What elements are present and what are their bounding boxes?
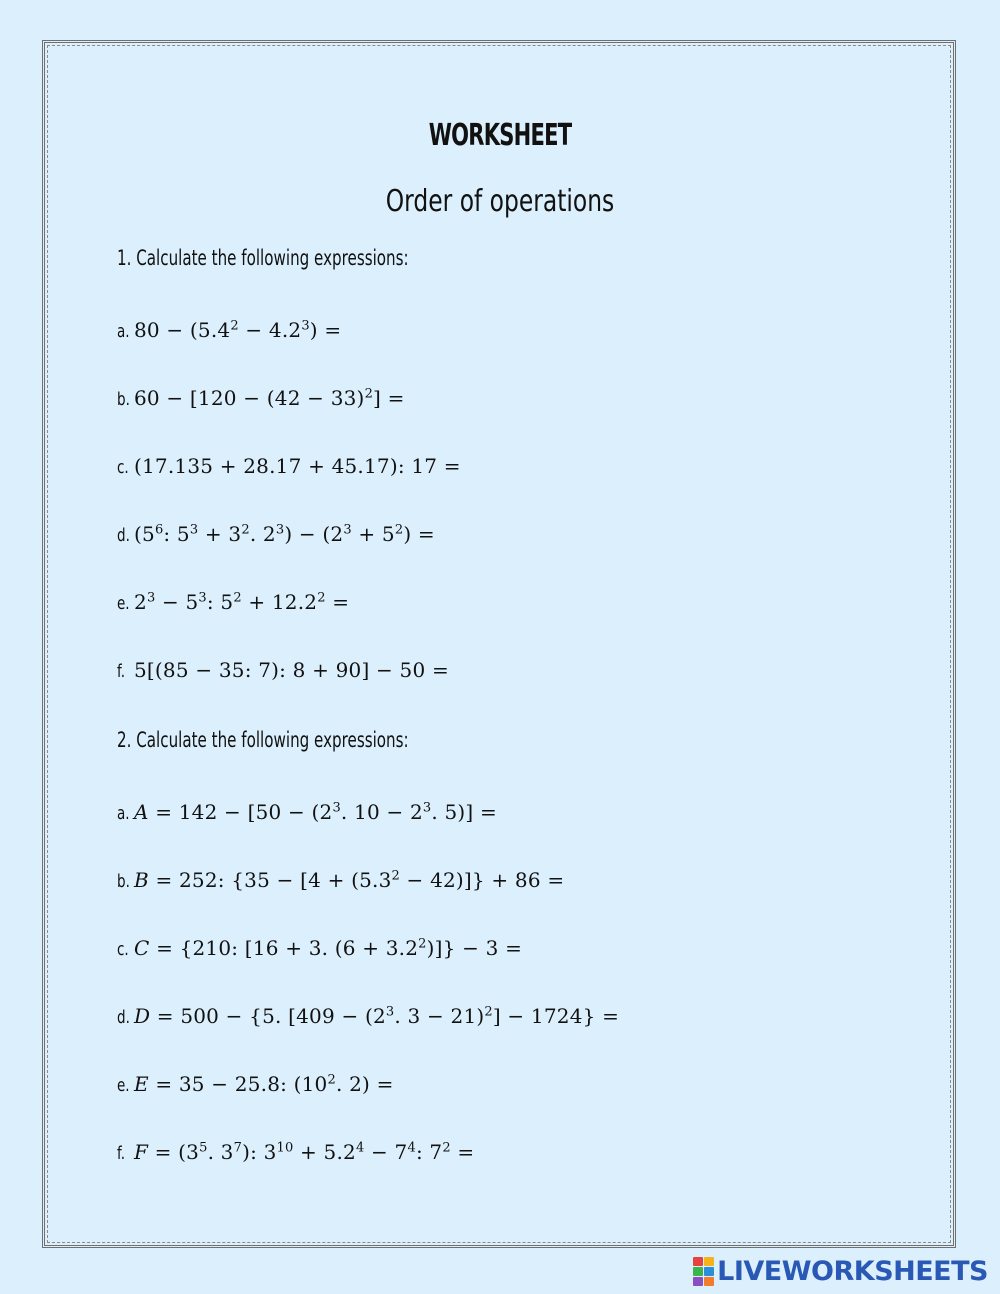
- exercise-expression: $60 - [120 - (42 - 33)^2]$ =: [134, 386, 405, 410]
- logo-square: [704, 1257, 714, 1266]
- exercise-expression: $2^3 - 5^3$: $5^2 + 12.2^2$ =: [134, 590, 350, 614]
- exercise-expression: ($5^6$: $5^3 + 3^2$. $2^3) - (2^3 + 5^2)$ =: [134, 522, 435, 546]
- logo-square: [693, 1277, 703, 1286]
- exercise-item: [117, 522, 435, 546]
- exercise-label: a.: [117, 321, 130, 342]
- exercise-expression: $F = (3^5$. $3^7$): $3^{10} + 5.2^4 - 7^4$: $7^2$ =: [134, 1140, 475, 1164]
- exercise-label: f.: [117, 661, 126, 682]
- exercise-label: b.: [117, 871, 130, 892]
- logo-icon: [693, 1257, 713, 1285]
- exercise-item: [117, 800, 497, 824]
- exercise-label: e.: [117, 593, 130, 614]
- exercise-item: [117, 454, 461, 478]
- exercise-label: c.: [117, 939, 129, 960]
- exercise-item: [117, 590, 349, 614]
- exercise-expression: 5[(85 − 35: 7): 8 + 90] − 50 =: [134, 658, 449, 682]
- exercise-label: f.: [117, 1143, 126, 1164]
- exercise-expression: D = 500 − {5. [$409 - (2^3$. 3 − 21)$^2$] − 1724} =: [134, 1004, 620, 1028]
- section-heading-2: 2. Calculate the following expressions:: [117, 728, 409, 752]
- exercise-label: e.: [117, 1075, 130, 1096]
- logo-square: [693, 1267, 703, 1276]
- exercise-item: [117, 936, 522, 960]
- exercise-item: [117, 386, 405, 410]
- logo-square: [704, 1267, 714, 1276]
- exercise-label: c.: [117, 457, 129, 478]
- liveworksheets-logo: [693, 1254, 988, 1288]
- exercise-item: [117, 658, 449, 682]
- exercise-item: [117, 1072, 394, 1096]
- exercise-label: b.: [117, 389, 130, 410]
- exercise-item: [117, 1140, 474, 1164]
- logo-text: LIVEWORKSHEETS: [717, 1255, 988, 1287]
- exercise-label: d.: [117, 1007, 130, 1028]
- worksheet-title: WORKSHEET: [428, 118, 572, 153]
- worksheet-subtitle: Order of operations: [385, 184, 615, 219]
- exercise-expression: E = 35 − 25.8: ($10^2$. 2) =: [134, 1072, 394, 1096]
- exercise-expression: B = 252: $\{35 - [4 + (5.3^2 - 42)]\} + 86$ =: [134, 868, 565, 892]
- page-border: [42, 40, 956, 1248]
- exercise-label: d.: [117, 525, 130, 546]
- section-heading-1: 1. Calculate the following expressions:: [117, 246, 409, 270]
- exercise-expression: C = {210: [16 + 3. $(6 + 3.2^2)]\} - 3$ =: [134, 936, 523, 960]
- exercise-expression: $80 - (5.4^2 - 4.2^3)$ =: [134, 318, 342, 342]
- exercise-item: [117, 1004, 619, 1028]
- exercise-item: [117, 868, 564, 892]
- exercise-item: [117, 318, 341, 342]
- exercise-expression: (17.135 + 28.17 + 45.17): 17 =: [134, 454, 461, 478]
- logo-square: [704, 1277, 714, 1286]
- logo-square: [693, 1257, 703, 1266]
- exercise-expression: $A = 142 - [50 - (2^3$. $10 - 2^3$. 5)] =: [134, 800, 497, 824]
- exercise-label: a.: [117, 803, 130, 824]
